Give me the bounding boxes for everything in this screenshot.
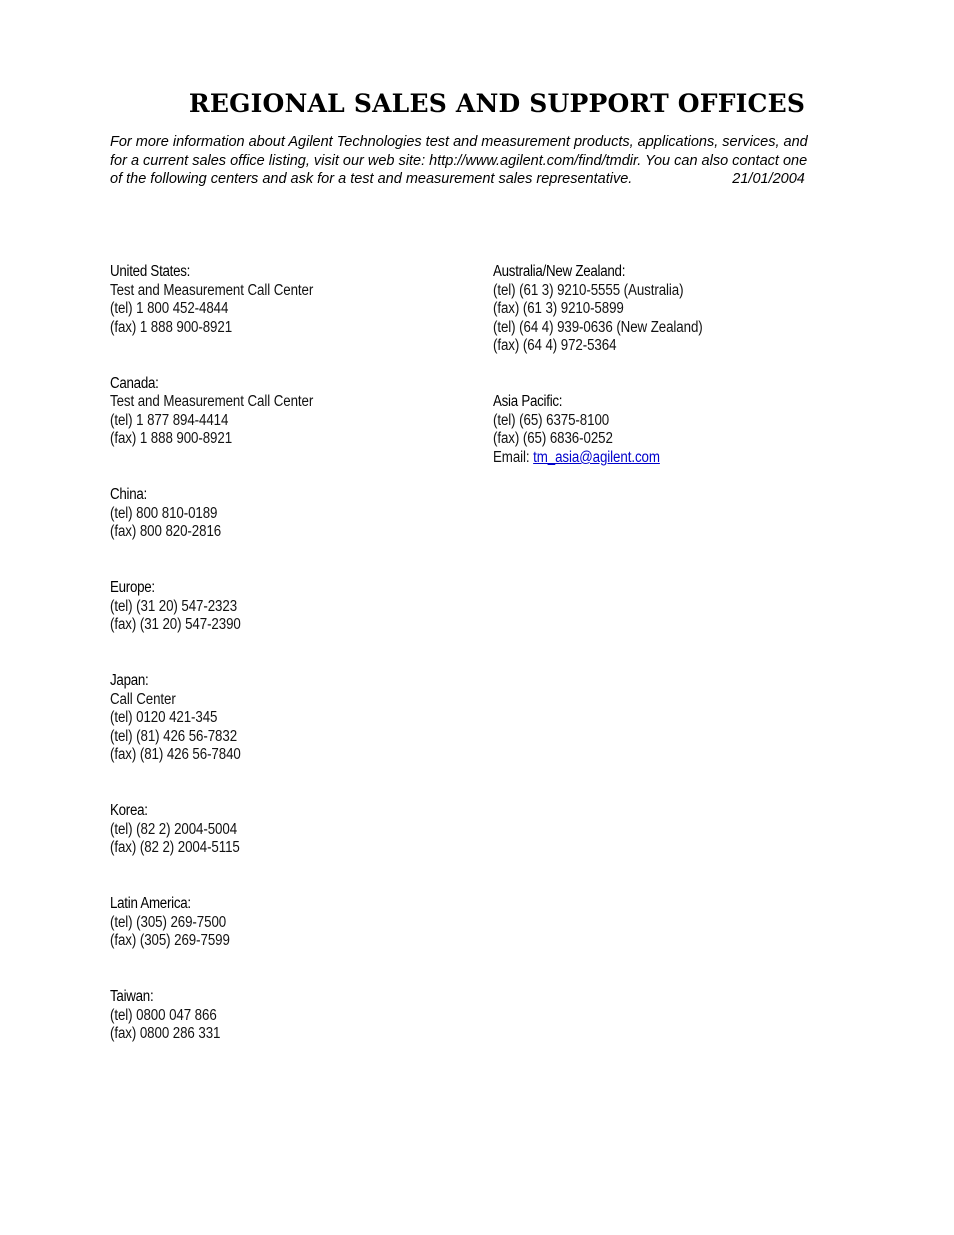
office-fax: (fax) (82 2) 2004-5115 [110,839,240,857]
office-name: Japan: [110,672,149,690]
office-fax: (fax) 1 888 900-8921 [110,318,233,336]
office-name: Taiwan: [110,988,154,1006]
office-name: Australia/New Zealand: [493,263,626,280]
office-tel: (tel) (81) 426 56-7832 [110,727,238,745]
office-tel: (tel) (31 20) 547-2323 [110,597,238,615]
office-name: Korea: [110,802,148,820]
office-tel: (tel) 0800 047 866 [110,1006,217,1024]
office-asia-pacific [493,393,854,467]
intro-line-1: For more information about Agilent Technologies test and measurement products, applications, services, and [110,134,808,150]
intro-line-2: for a current sales office listing, visit our web site: http://www.agilent.com/find/tmdir. You can also contact one [110,152,808,169]
office-latin-america [110,895,437,951]
office-fax: (fax) (61 3) 9210-5899 [493,300,624,318]
office-email [493,449,854,468]
office-australia-new-zealand [493,263,854,356]
office-fax: (fax) (81) 426 56-7840 [110,746,241,764]
office-fax: (fax) 800 820-2816 [110,523,222,541]
office-tel: (tel) 1 800 452-4844 [110,300,229,318]
email-link[interactable]: tm_asia@agilent.com [533,448,660,466]
page-title: REGIONAL SALES AND SUPPORT OFFICES [188,89,806,118]
office-line: Test and Measurement Call Center [110,281,314,299]
office-line: Call Center [110,690,176,708]
office-china [110,486,437,542]
office-canada [110,375,437,449]
office-name: Europe: [110,579,155,597]
office-name: United States: [110,263,191,280]
office-tel: (tel) 0120 421-345 [110,709,218,727]
office-fax: (fax) (305) 269-7599 [110,932,230,950]
intro-line-3-text: of the following centers and ask for a test and measurement sales representative. [110,171,633,187]
office-tel: (tel) (61 3) 9210-5555 (Australia) [493,281,684,299]
office-tel: (tel) (64 4) 939-0636 (New Zealand) [493,318,703,336]
office-tel: (tel) (65) 6375-8100 [493,411,610,429]
office-taiwan [110,988,437,1044]
office-japan [110,672,437,765]
office-name: Canada: [110,374,159,392]
office-name: Asia Pacific: [493,393,563,411]
intro-line-3 [110,170,910,189]
office-tel: (tel) (305) 269-7500 [110,913,227,931]
offices-left-column [110,263,437,1044]
office-fax: (fax) (31 20) 547-2390 [110,616,241,634]
office-tel: (tel) 800 810-0189 [110,504,218,522]
office-name: Latin America: [110,895,191,913]
office-europe [110,579,437,635]
office-fax: (fax) (65) 6836-0252 [493,430,613,448]
document-date: 21/01/2004 [732,171,805,187]
office-korea [110,802,437,858]
office-tel: (tel) 1 877 894-4414 [110,411,229,429]
office-line: Test and Measurement Call Center [110,393,314,411]
intro-paragraph [110,133,910,189]
office-united-states [110,263,437,337]
offices-right-column [493,263,854,468]
office-fax: (fax) 1 888 900-8921 [110,430,233,448]
office-tel: (tel) (82 2) 2004-5004 [110,820,238,838]
office-fax: (fax) (64 4) 972-5364 [493,337,617,355]
email-label: Email: [493,448,534,466]
office-fax: (fax) 0800 286 331 [110,1025,221,1043]
office-name: China: [110,486,147,504]
